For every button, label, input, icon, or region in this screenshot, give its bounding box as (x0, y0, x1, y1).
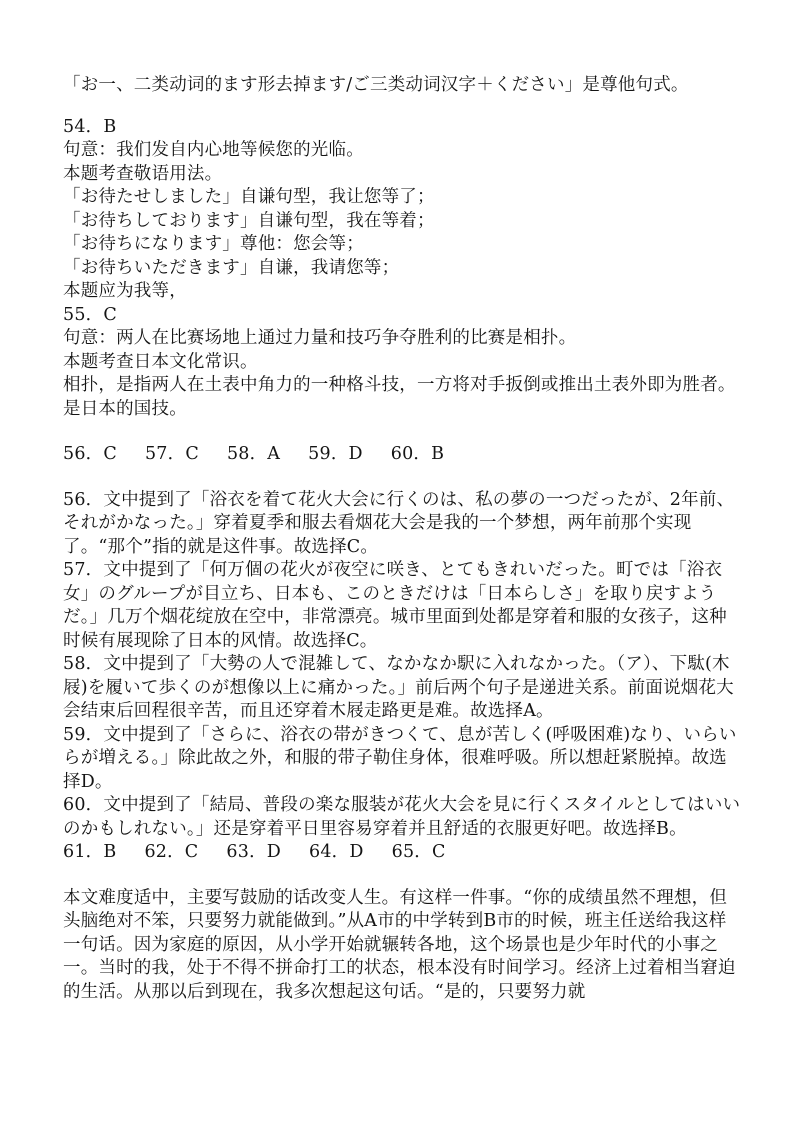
answer-58: 58．A (226, 444, 281, 464)
q56-explanation: 56．文中提到了「浴衣を着て花火大会に行くのは、私の夢の一つだったが、2年前、それがかなった。」穿着夏季和服去看烟花大会是我的一个梦想，两年前那个实现了。“那个”指的就是这件事。故选择C。 (63, 489, 735, 557)
q54-option-4: 「お待ちいただきます」自谦，我请您等； (63, 257, 400, 278)
answer-57: 57．C (144, 444, 199, 464)
q58-explanation: 58．文中提到了「大勢の人で混雑して、なかなか駅に入れなかった。（ア）、下駄(木屐)を履いて歩くのが想像以上に痛かった。」前后两个句子是递进关系。前面说烟花大会结束后回程很辛苦，而且还穿着木屐走路更是难。故选择A。 (63, 654, 734, 721)
answer-62: 62．C (144, 842, 199, 862)
honorific-pattern-note: 「お一、二类动词的ます形去掉ます/ご三类动词汉字＋ください」是尊他句式。 (63, 75, 689, 95)
spacer (63, 98, 742, 116)
q55-explain: 相扑，是指两人在土表中角力的一种格斗技，一方将对手扳倒或推出土表外即为胜者。是日本的国技。 (63, 375, 736, 419)
q55-meaning: 句意：两人在比赛场地上通过力量和技巧争夺胜利的比赛是相扑。 (63, 328, 577, 348)
q57-explanation: 57．文中提到了「何万個の花火が夜空に咲き、とてもきれいだった。町では「浴衣女」のグループが目立ち、日本も、このときだけは「日本らしさ」を取り戻すようだ。」几万个烟花绽放在空中，非常漂亮。城市里面到处都是穿着和服的女孩子，这种时候有展现除了日本的风情。故选择C。 (63, 560, 727, 651)
answer-60: 60．B (390, 444, 445, 464)
answer-56: 56．C (63, 444, 117, 464)
passage-summary: 本文难度适中，主要写鼓励的话改变人生。有这样一件事。“你的成绩虽然不理想，但头脑绝对不笨，只要努力就能做到。”从A市的中学转到B市的时候，班主任送给我这样一句话。因为家庭的原因，从小学开始就辗转各地，这个场景也是少年时代的小事之一。当时的我，处于不得不拼命打工的状态，根本没有时间学习。经济上过着相当窘迫的生活。从那以后到现在，我多次想起这句话。“是的，只要努力就 (63, 887, 736, 1002)
q54-option-3: 「お待ちになります」尊他：您会等； (63, 234, 364, 254)
q54-meaning: 句意：我们发自内心地等候您的光临。 (63, 140, 364, 160)
q54-option-2: 「お待ちしております」自谦句型，我在等着； (63, 210, 435, 231)
q59-explanation: 59．文中提到了「さらに、浴衣の帯がきつくて、息が苦しく(呼吸困难)なり、いらいらが増える。」除此故之外，和服的带子勒住身体，很难呼吸。所以想赶紧脱掉。故选择D。 (63, 724, 737, 792)
answer-61: 61．B (63, 842, 117, 862)
question-55-explanation (63, 304, 742, 422)
answer-54: 54．B (63, 116, 117, 137)
answer-key-61-65 (63, 841, 742, 865)
spacer (63, 421, 742, 443)
answer-64: 64．D (309, 842, 364, 862)
spacer (63, 467, 742, 489)
q54-topic: 本题考查敬语用法。 (63, 163, 223, 184)
q55-topic: 本题考查日本文化常识。 (63, 351, 258, 372)
q60-explanation: 60．文中提到了「結局、普段の楽な服装が花火大会を見に行くスタイルとしてはいいのかもしれない。」还是穿着平日里容易穿着并且舒适的衣服更好吧。故选择B。 (63, 795, 741, 839)
q54-option-1: 「お待たせしました」自谦句型，我让您等了； (63, 187, 435, 207)
answer-key-56-60 (63, 443, 742, 467)
answer-59: 59．D (308, 444, 363, 464)
q54-conclusion: 本题应为我等， (63, 281, 187, 301)
spacer (63, 865, 742, 887)
answer-63: 63．D (226, 842, 282, 862)
question-54-explanation (63, 116, 742, 304)
answer-55: 55．C (63, 304, 117, 325)
answer-65: 65．C (391, 842, 446, 862)
